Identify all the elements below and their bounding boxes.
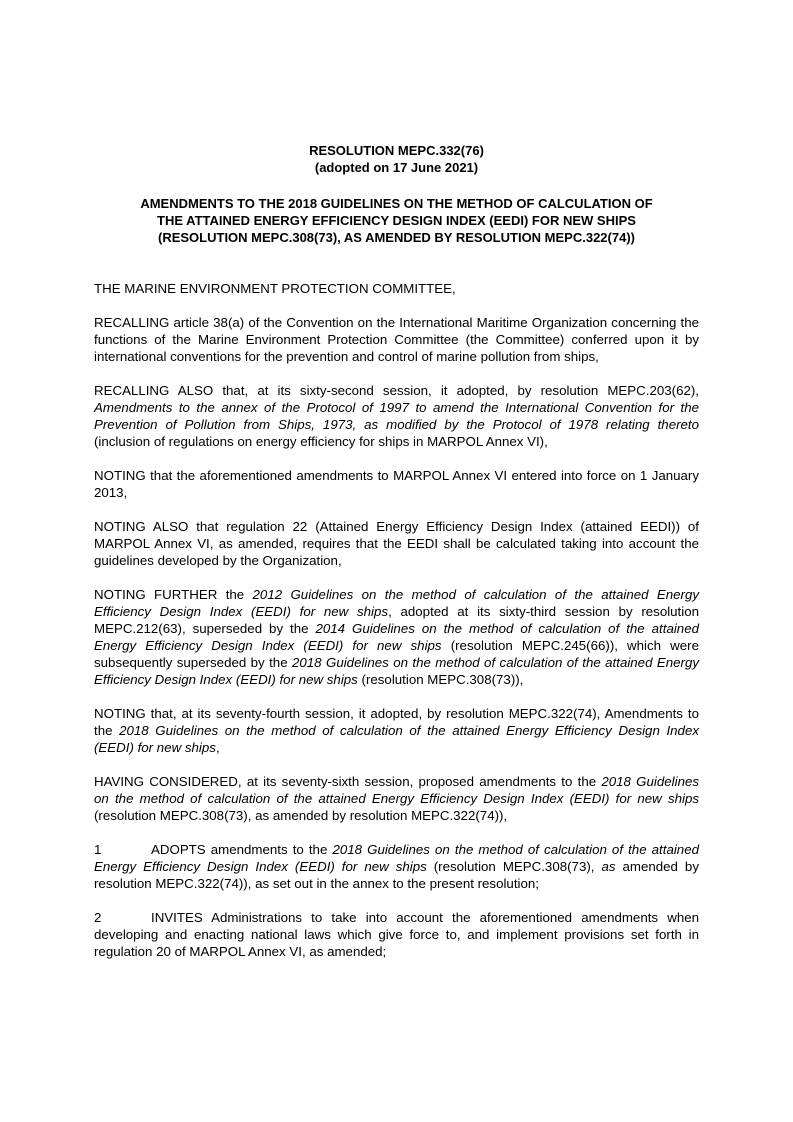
nt-italic-b: 2018 Guidelines on the method of calculation of the attained Energy Efficiency Design Index (EEDI) for new ships — [94, 723, 699, 755]
document-title — [94, 195, 699, 246]
op2-text: INVITES Administrations to take into account the aforementioned amendments when developing and enacting national laws which give force to, and implement provisions set forth in regulation 20 of MARPOL Annex VI, as amended; — [94, 910, 699, 959]
nt-text-c: , — [215, 740, 220, 755]
nf-text-a: NOTING FURTHER the — [94, 587, 253, 602]
op1-text-a: ADOPTS amendments to the — [151, 842, 333, 857]
title-line-3: (RESOLUTION MEPC.308(73), AS AMENDED BY RESOLUTION MEPC.322(74)) — [158, 230, 635, 245]
nf-italic-f: 2018 Guidelines on the method of calculation of the attained Energy Efficiency Design Index (EEDI) for new ships — [94, 655, 700, 687]
title-line-2: THE ATTAINED ENERGY EFFICIENCY DESIGN INDEX (EEDI) FOR NEW SHIPS — [157, 213, 636, 228]
noting-also-paragraph: NOTING ALSO that regulation 22 (Attained Energy Efficiency Design Index (attained EEDI)) of MARPOL Annex VI, as amended, requires that the EEDI shall be calculated taking into account the guidelines developed by the Organization, — [94, 519, 699, 568]
nf-italic-b: 2012 Guidelines on the method of calculation of the attained Energy Efficiency Design Index (EEDI) for new ships — [94, 587, 700, 619]
nt-text-a: NOTING that, at its seventy-fourth session, it adopted, by resolution MEPC.322(74), Amendments to the — [94, 706, 699, 738]
op1-text-c: (resolution MEPC.308(73), — [426, 859, 602, 874]
recalling-also-tail: (inclusion of regulations on energy efficiency for ships in MARPOL Annex VI), — [94, 434, 548, 449]
recalling-also-paragraph — [94, 382, 699, 450]
noting-paragraph: NOTING that the aforementioned amendments to MARPOL Annex VI entered into force on 1 January 2013, — [94, 468, 699, 500]
op1-text-e: amended by resolution MEPC.322(74)), as set out in the annex to the present resolution; — [94, 859, 699, 891]
committee-heading: THE MARINE ENVIRONMENT PROTECTION COMMITTEE, — [94, 281, 456, 296]
op1-italic-d: as — [601, 859, 616, 874]
paragraph-number-1: 1 — [94, 842, 102, 857]
paragraph-number-2: 2 — [94, 910, 102, 925]
hc-text-a: HAVING CONSIDERED, at its seventy-sixth session, proposed amendments to the — [94, 774, 602, 789]
operative-paragraph-1 — [94, 841, 699, 892]
recalling-also-italic: Amendments to the annex of the Protocol of 1997 to amend the International Convention for the Prevention of Pollution from Ships, 1973, as modified by the Protocol of 1978 relating thereto — [94, 400, 699, 432]
recalling-also-text: RECALLING ALSO that, at its sixty-second session, it adopted, by resolution MEPC.203(62), — [94, 383, 699, 398]
title-line-1: AMENDMENTS TO THE 2018 GUIDELINES ON THE METHOD OF CALCULATION OF — [140, 196, 653, 211]
noting-further-paragraph — [94, 586, 699, 688]
recalling-paragraph: RECALLING article 38(a) of the Convention on the International Maritime Organization concerning the functions of the Marine Environment Protection Committee (the Committee) conferred upon it by international conventions for the prevention and control of marine pollution from ships, — [94, 315, 699, 364]
adoption-date: (adopted on 17 June 2021) — [314, 160, 479, 175]
operative-paragraph-2 — [94, 909, 699, 960]
noting-that-paragraph — [94, 705, 699, 756]
op1-italic-b: 2018 Guidelines on the method of calculation of the attained Energy Efficiency Design Index (EEDI) for new ships — [94, 842, 699, 874]
nf-text-c: , adopted at its sixty-third session by resolution MEPC.212(63), superseded by the — [94, 604, 700, 636]
hc-text-c: (resolution MEPC.308(73), as amended by resolution MEPC.322(74)), — [94, 808, 508, 823]
nf-italic-d: 2014 Guidelines on the method of calculation of the attained Energy Efficiency Design Index (EEDI) for new ships — [94, 621, 699, 653]
document-page — [94, 142, 699, 960]
resolution-number: RESOLUTION MEPC.332(76) — [309, 143, 484, 158]
hc-italic-b: 2018 Guidelines on the method of calculation of the attained Energy Efficiency Design Index (EEDI) for new ships — [94, 774, 700, 806]
having-considered-paragraph — [94, 773, 699, 824]
nf-text-g: (resolution MEPC.308(73)), — [357, 672, 524, 687]
nf-text-e: (resolution MEPC.245(66)), which were subsequently superseded by the — [94, 638, 699, 670]
